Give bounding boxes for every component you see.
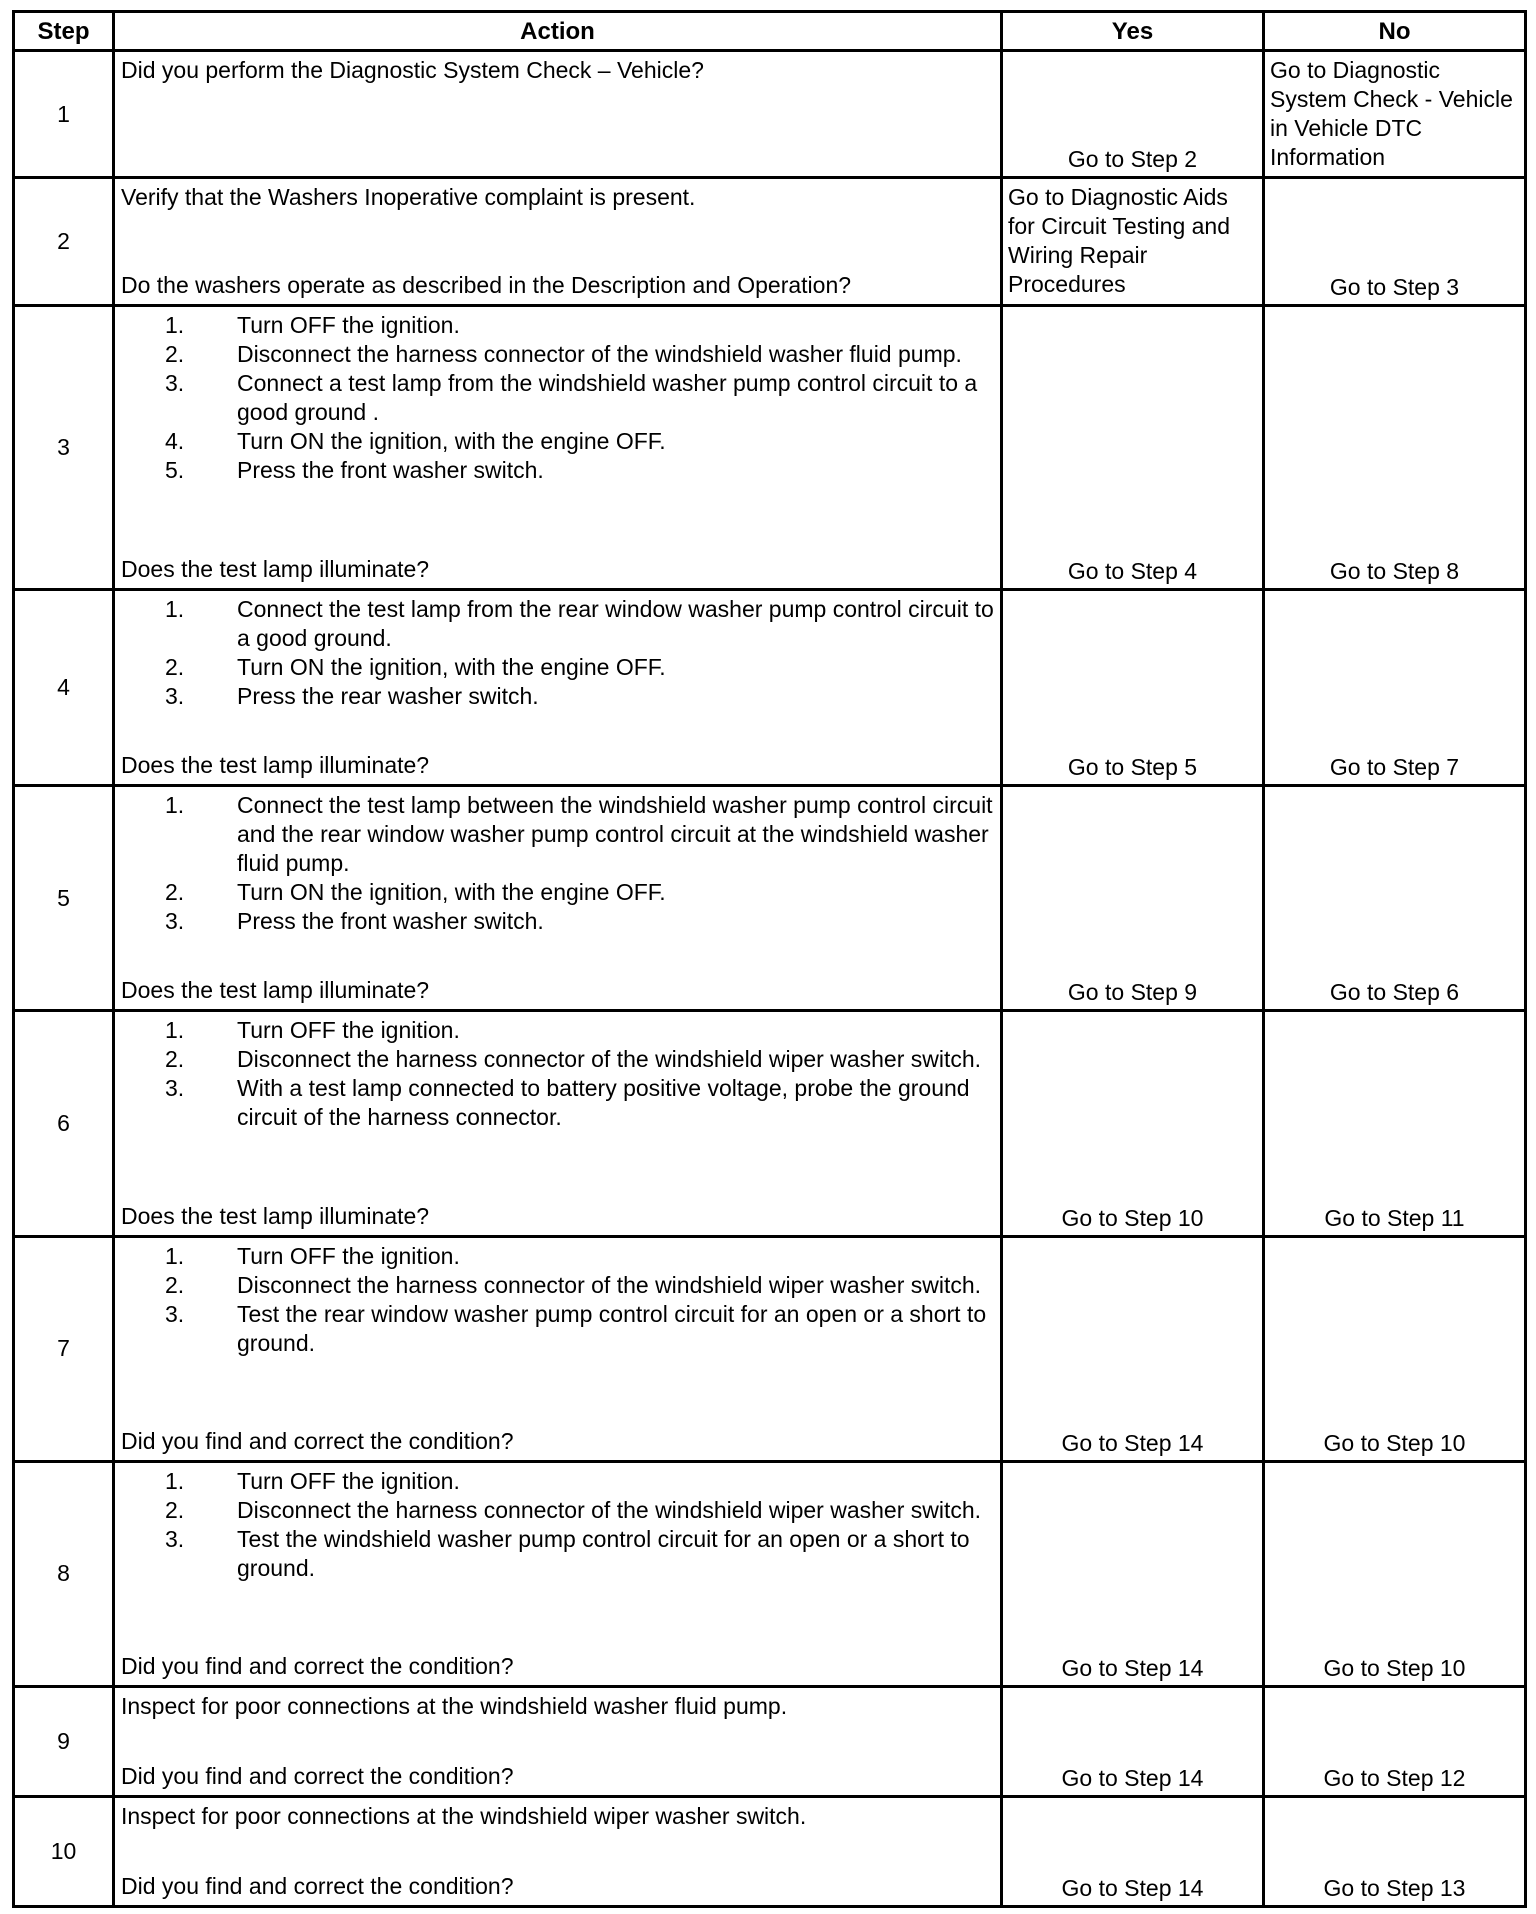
yes-cell: Go to Step 14 — [1002, 1796, 1264, 1906]
action-cell — [114, 1461, 1002, 1686]
yes-cell: Go to Step 14 — [1002, 1686, 1264, 1796]
action-cell — [114, 590, 1002, 786]
action-question: Did you find and correct the condition? — [121, 1652, 514, 1679]
procedure-item — [121, 427, 994, 456]
action-cell — [114, 786, 1002, 1011]
procedure-item-number: 2. — [165, 879, 185, 906]
no-cell: Go to Step 3 — [1264, 178, 1526, 306]
procedure-item-text: Connect the test lamp between the windshield washer pump control circuit and the rear window washer pump control circuit at the windshield washer fluid pump. — [237, 792, 993, 877]
procedure-item — [121, 791, 994, 878]
procedure-item — [121, 369, 994, 427]
procedure-item — [121, 1525, 994, 1583]
procedure-item-text: Turn ON the ignition, with the engine OFF. — [237, 428, 666, 455]
yes-cell: Go to Step 14 — [1002, 1236, 1264, 1461]
no-cell: Go to Step 8 — [1264, 306, 1526, 590]
procedure-item-text: Test the windshield washer pump control circuit for an open or a short to ground. — [237, 1525, 970, 1581]
procedure-list — [121, 1467, 994, 1583]
yes-cell: Go to Step 9 — [1002, 786, 1264, 1011]
procedure-item — [121, 878, 994, 907]
procedure-item-number: 3. — [165, 1300, 185, 1327]
action-question: Does the test lamp illuminate? — [121, 1202, 430, 1229]
procedure-item — [121, 1045, 994, 1074]
procedure-item-text: Press the front washer switch. — [237, 457, 544, 484]
procedure-item-number: 2. — [165, 1496, 185, 1523]
procedure-list — [121, 311, 994, 485]
procedure-item-text: Connect a test lamp from the windshield washer pump control circuit to a good ground . — [237, 370, 978, 426]
procedure-list — [121, 595, 994, 711]
procedure-item-text: Disconnect the harness connector of the windshield wiper washer switch. — [237, 1046, 982, 1073]
procedure-item-text: Disconnect the harness connector of the windshield washer fluid pump. — [237, 341, 962, 368]
procedure-item-number: 3. — [165, 1075, 185, 1102]
procedure-item — [121, 311, 994, 340]
step-number: 6 — [14, 1011, 114, 1236]
procedure-list — [121, 1016, 994, 1132]
procedure-list — [121, 1242, 994, 1358]
step-number: 7 — [14, 1236, 114, 1461]
procedure-item-text: Turn OFF the ignition. — [237, 1017, 460, 1044]
action-intro: Did you perform the Diagnostic System Check – Vehicle? — [121, 57, 704, 83]
procedure-item-text: Press the rear washer switch. — [237, 683, 539, 710]
step-number: 8 — [14, 1461, 114, 1686]
header-yes: Yes — [1002, 12, 1264, 51]
procedure-item-number: 1. — [165, 1242, 185, 1269]
header-step: Step — [14, 12, 114, 51]
procedure-item — [121, 1242, 994, 1271]
procedure-item-text: Disconnect the harness connector of the windshield wiper washer switch. — [237, 1496, 982, 1523]
procedure-item-number: 1. — [165, 1017, 185, 1044]
procedure-item-text: Disconnect the harness connector of the windshield wiper washer switch. — [237, 1271, 982, 1298]
action-cell — [114, 1236, 1002, 1461]
procedure-item-number: 1. — [165, 596, 185, 623]
yes-cell: Go to Step 14 — [1002, 1461, 1264, 1686]
procedure-item-number: 2. — [165, 654, 185, 681]
procedure-item — [121, 907, 994, 936]
yes-cell: Go to Step 10 — [1002, 1011, 1264, 1236]
no-cell: Go to Step 7 — [1264, 590, 1526, 786]
procedure-item-number: 1. — [165, 312, 185, 339]
step-number: 5 — [14, 786, 114, 1011]
procedure-item — [121, 1016, 994, 1045]
action-cell — [114, 51, 1002, 178]
table-row — [14, 1796, 1526, 1906]
table-row — [14, 1461, 1526, 1686]
step-number: 10 — [14, 1796, 114, 1906]
step-number: 1 — [14, 51, 114, 178]
procedure-item — [121, 653, 994, 682]
procedure-item-text: Turn ON the ignition, with the engine OFF. — [237, 879, 666, 906]
no-cell: Go to Step 10 — [1264, 1461, 1526, 1686]
procedure-item-number: 2. — [165, 341, 185, 368]
procedure-item-number: 1. — [165, 1467, 185, 1494]
procedure-item-number: 3. — [165, 683, 185, 710]
procedure-item — [121, 1467, 994, 1496]
action-question: Did you find and correct the condition? — [121, 1762, 514, 1789]
no-cell: Go to Step 10 — [1264, 1236, 1526, 1461]
procedure-item — [121, 682, 994, 711]
procedure-item-text: Turn OFF the ignition. — [237, 1467, 460, 1494]
procedure-item-number: 3. — [165, 1525, 185, 1552]
table-row — [14, 51, 1526, 178]
table-row — [14, 786, 1526, 1011]
no-cell: Go to Step 11 — [1264, 1011, 1526, 1236]
no-cell: Go to Step 6 — [1264, 786, 1526, 1011]
action-question: Did you find and correct the condition? — [121, 1873, 514, 1899]
procedure-item — [121, 1300, 994, 1358]
yes-cell: Go to Step 5 — [1002, 590, 1264, 786]
procedure-list — [121, 791, 994, 936]
procedure-item — [121, 340, 994, 369]
step-number: 4 — [14, 590, 114, 786]
procedure-item-text: Turn OFF the ignition. — [237, 312, 460, 339]
yes-cell: Go to Step 2 — [1002, 51, 1264, 178]
action-cell — [114, 1011, 1002, 1236]
action-cell — [114, 306, 1002, 590]
yes-cell: Go to Step 4 — [1002, 306, 1264, 590]
procedure-item-number: 4. — [165, 428, 185, 455]
action-intro: Inspect for poor connections at the windshield washer fluid pump. — [121, 1692, 788, 1719]
procedure-item — [121, 456, 994, 485]
procedure-item — [121, 1496, 994, 1525]
procedure-item-number: 1. — [165, 792, 185, 819]
action-intro: Inspect for poor connections at the windshield wiper washer switch. — [121, 1802, 807, 1829]
header-no: No — [1264, 12, 1526, 51]
header-row — [14, 12, 1526, 51]
procedure-item-text: Turn OFF the ignition. — [237, 1242, 460, 1269]
action-question: Did you find and correct the condition? — [121, 1427, 514, 1454]
procedure-item-number: 5. — [165, 457, 185, 484]
action-cell — [114, 1796, 1002, 1906]
step-number: 9 — [14, 1686, 114, 1796]
procedure-item-text: Press the front washer switch. — [237, 908, 544, 935]
procedure-item — [121, 1271, 994, 1300]
action-question: Do the washers operate as described in the Description and Operation? — [121, 272, 852, 299]
procedure-item-number: 2. — [165, 1046, 185, 1073]
table-row — [14, 306, 1526, 590]
diagnostic-table — [12, 10, 1527, 1908]
table-row — [14, 178, 1526, 306]
action-question: Does the test lamp illuminate? — [121, 556, 430, 583]
action-cell — [114, 1686, 1002, 1796]
no-cell: Go to Diagnostic System Check - Vehicle in Vehicle DTC Information — [1264, 51, 1526, 178]
action-intro: Verify that the Washers Inoperative complaint is present. — [121, 184, 696, 211]
no-cell: Go to Step 12 — [1264, 1686, 1526, 1796]
header-action: Action — [114, 12, 1002, 51]
procedure-item-text: Test the rear window washer pump control circuit for an open or a short to ground. — [237, 1300, 987, 1356]
procedure-item-number: 3. — [165, 370, 185, 397]
table-row — [14, 1686, 1526, 1796]
action-question: Does the test lamp illuminate? — [121, 752, 430, 779]
action-question: Does the test lamp illuminate? — [121, 977, 430, 1004]
step-number: 3 — [14, 306, 114, 590]
procedure-item-text: Turn ON the ignition, with the engine OFF. — [237, 654, 666, 681]
action-cell — [114, 178, 1002, 306]
yes-cell: Go to Diagnostic Aids for Circuit Testing and Wiring Repair Procedures — [1002, 178, 1264, 306]
procedure-item-text: Connect the test lamp from the rear window washer pump control circuit to a good ground. — [237, 596, 994, 652]
no-cell: Go to Step 13 — [1264, 1796, 1526, 1906]
table-row — [14, 1236, 1526, 1461]
procedure-item-number: 2. — [165, 1271, 185, 1298]
table-row — [14, 590, 1526, 786]
procedure-item — [121, 595, 994, 653]
procedure-item-number: 3. — [165, 908, 185, 935]
step-number: 2 — [14, 178, 114, 306]
procedure-item — [121, 1074, 994, 1132]
table-row — [14, 1011, 1526, 1236]
procedure-item-text: With a test lamp connected to battery positive voltage, probe the ground circuit of the harness connector. — [237, 1075, 970, 1131]
